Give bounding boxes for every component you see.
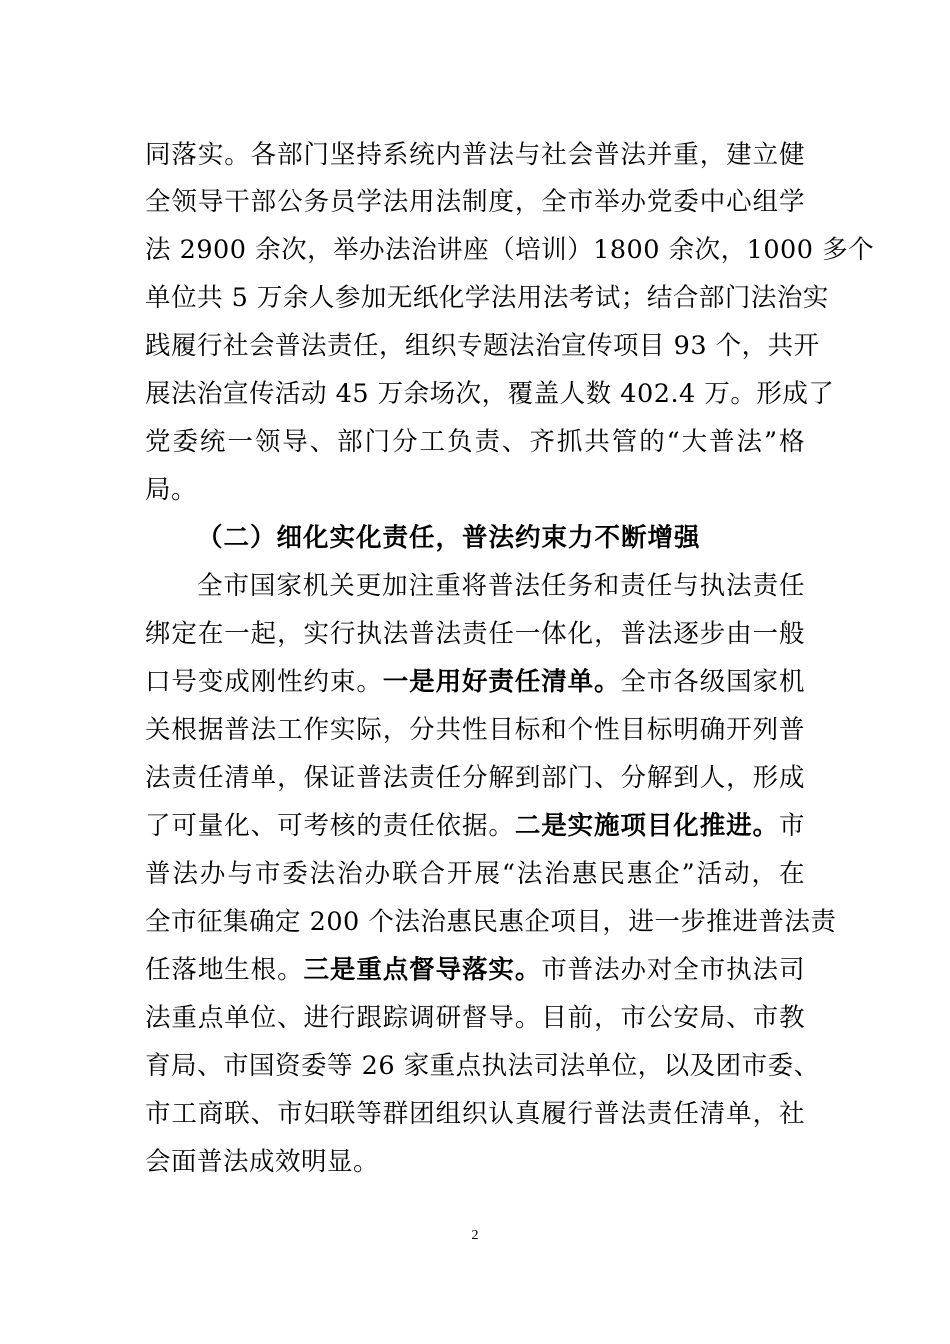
text-line: 育局、市国资委等 26 家重点执法司法单位，以及团市委、 bbox=[145, 1051, 820, 1081]
text-run: 任落地生根。 bbox=[145, 955, 304, 985]
text-line: 践履行社会普法责任，组织专题法治宣传项目 93 个，共开 bbox=[145, 331, 820, 361]
text-line bbox=[145, 954, 805, 986]
text-line: 同落实。各部门坚持系统内普法与社会普法并重，建立健 bbox=[145, 140, 805, 170]
text-line: 全市国家机关更加注重将普法任务和责任与执法责任 bbox=[197, 571, 805, 601]
text-line: 局。 bbox=[145, 475, 198, 505]
text-line bbox=[145, 666, 805, 698]
text-line bbox=[145, 810, 805, 842]
page-number: 2 bbox=[471, 1228, 479, 1243]
section-heading: （二）细化实化责任，普法约束力不断增强 bbox=[197, 523, 701, 553]
text-line: 全市征集确定 200 个法治惠民惠企项目，进一步推进普法责 bbox=[145, 907, 837, 937]
text-run: 口号变成刚性约束。 bbox=[145, 667, 383, 697]
text-line: 全领导干部公务员学法用法制度，全市举办党委中心组学 bbox=[145, 187, 805, 217]
text-run: 市普法办对全市执法司 bbox=[541, 955, 805, 985]
text-line: 展法治宣传活动 45 万余场次，覆盖人数 402.4 万。形成了 bbox=[145, 379, 835, 409]
text-line: 绑定在一起，实行执法普法责任一体化，普法逐步由一般 bbox=[145, 619, 805, 649]
bold-keyphrase: 二是实施项目化推进。 bbox=[514, 811, 779, 841]
text-run: 全市各级国家机 bbox=[620, 667, 805, 697]
text-line: 党委统一领导、部门分工负责、齐抓共管的“大普法”格 bbox=[145, 427, 805, 457]
text-line: 法责任清单，保证普法责任分解到部门、分解到人，形成 bbox=[145, 763, 805, 793]
text-line: 市工商联、市妇联等群团组织认真履行普法责任清单，社 bbox=[145, 1099, 805, 1129]
text-line: 法 2900 余次，举办法治讲座（培训）1800 余次，1000 多个 bbox=[145, 235, 875, 265]
bold-keyphrase: 一是用好责任清单。 bbox=[382, 667, 621, 697]
text-line: 会面普法成效明显。 bbox=[145, 1147, 380, 1177]
text-line: 法重点单位、进行跟踪调研督导。目前，市公安局、市教 bbox=[145, 1003, 805, 1033]
text-run: 市 bbox=[778, 811, 805, 841]
text-run: 了可量化、可考核的责任依据。 bbox=[145, 811, 515, 841]
bold-keyphrase: 三是重点督导落实。 bbox=[303, 955, 542, 985]
text-line: 单位共 5 万余人参加无纸化学法用法考试；结合部门法治实 bbox=[145, 283, 829, 313]
text-line: 关根据普法工作实际，分共性目标和个性目标明确开列普 bbox=[145, 715, 805, 745]
text-line: 普法办与市委法治办联合开展“法治惠民惠企”活动，在 bbox=[145, 859, 805, 889]
